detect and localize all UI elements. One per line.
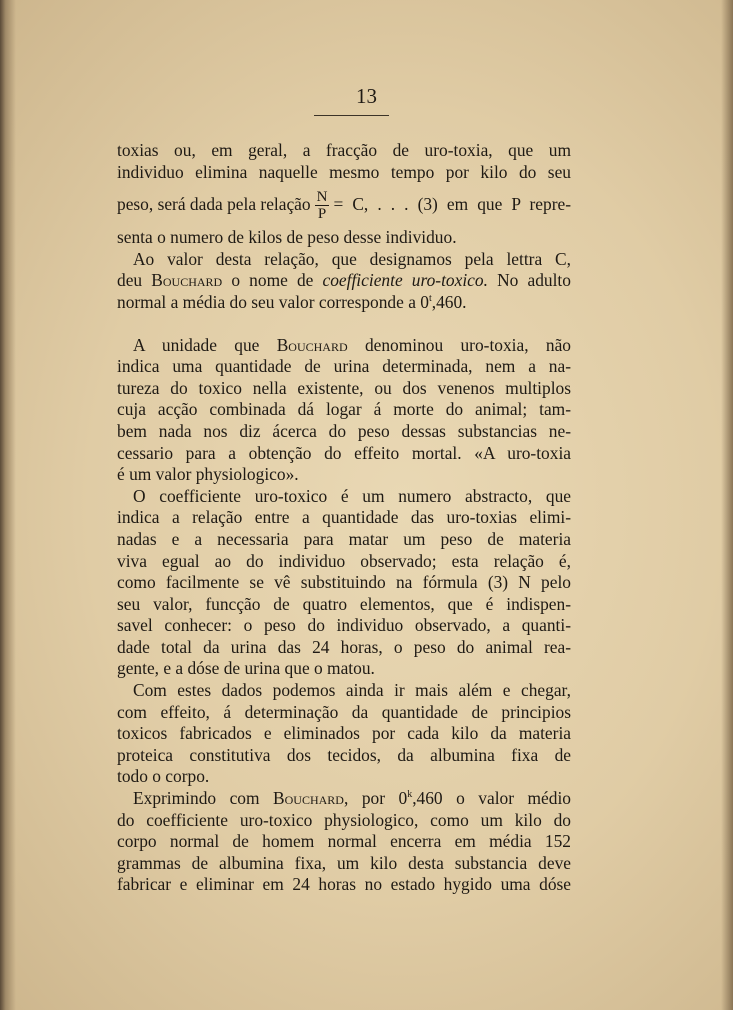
text-line: indica a relação entre a quantidade das uro-toxias elimi- xyxy=(117,507,571,528)
text-line: viva egual ao do individuo observado; esta relação é, xyxy=(117,550,571,571)
text-line: savel conhecer: o peso do individuo observado, a quanti- xyxy=(117,615,571,636)
text-line: do coefficiente uro-toxico physiologico, como um kilo do xyxy=(117,809,571,830)
text-segment: = C, . . . (3) em que P repre- xyxy=(333,194,571,215)
text-line: nadas e a necessaria para matar um peso de materia xyxy=(117,528,571,549)
header-rule xyxy=(314,115,389,116)
text-line: tureza do toxico nella existente, ou dos venenos multiplos xyxy=(117,377,571,398)
text-line: grammas de albumina fixa, um kilo desta substancia deve xyxy=(117,852,571,873)
text-line: senta o numero de kilos de peso desse individuo. xyxy=(117,227,457,248)
text-line: gente, e a dóse de urina que o matou. xyxy=(117,658,375,679)
text-line: Exprimindo com Bouchard, por 0$^k$,460 o valor médio xyxy=(133,788,571,809)
text-line: corpo normal de homem normal encerra em média 152 xyxy=(117,831,571,852)
text-line: como facilmente se vê substituindo na fórmula (3) N pelo xyxy=(117,572,571,593)
body-text xyxy=(117,140,571,896)
text-line: toxicos fabricados e eliminados por cada kilo da materia xyxy=(117,723,571,744)
text-line: proteica constitutiva dos tecidos, da albumina fixa de xyxy=(117,744,571,765)
text-line: Com estes dados podemos ainda ir mais além e chegar, xyxy=(133,680,571,701)
text-line: com effeito, á determinação da quantidade de principios xyxy=(117,701,571,722)
text-line: O coefficiente uro-toxico é um numero abstracto, que xyxy=(133,485,571,506)
text-line: cessario para a obtenção do effeito mortal. «A uro-toxia xyxy=(117,442,571,463)
text-line: seu valor, funcção de quatro elementos, que é indispen- xyxy=(117,593,571,614)
text-line: é um valor physiologico». xyxy=(117,464,299,485)
text-line: toxias ou, em geral, a fracção de uro-toxia, que um xyxy=(117,140,571,160)
page-number: 13 xyxy=(356,84,377,108)
formula-line xyxy=(117,185,571,225)
fraction-numerator: N xyxy=(316,188,328,205)
page-gutter-shadow xyxy=(0,0,16,1010)
paragraph-gap xyxy=(117,314,571,335)
text-segment: peso, será dada pela relação xyxy=(117,194,311,215)
fraction-denominator: P xyxy=(317,205,327,222)
fraction-n-over-p xyxy=(315,189,330,222)
text-line: bem nada nos diz ácerca do peso dessas substancias ne- xyxy=(117,420,571,441)
text-line: indica uma quantidade de urina determinada, nem a na- xyxy=(117,356,571,377)
text-line: deu Bouchard o nome de coefficiente uro-toxico. No adulto xyxy=(117,270,571,291)
page-edge-shadow xyxy=(721,0,733,1010)
text-line: normal a média do seu valor corresponde a 0$^t$,460. xyxy=(117,291,467,312)
text-line: individuo elimina naquelle mesmo tempo por kilo do seu xyxy=(117,161,571,182)
text-line: A unidade que Bouchard denominou uro-toxia, não xyxy=(133,334,571,355)
text-line: dade total da urina das 24 horas, o peso do animal rea- xyxy=(117,636,571,657)
text-line: cuja acção combinada dá logar á morte do animal; tam- xyxy=(117,399,571,420)
text-line: Ao valor desta relação, que designamos pela lettra C, xyxy=(133,248,571,269)
text-line: fabricar e eliminar em 24 horas no estado hygido uma dóse xyxy=(117,874,571,895)
text-line: todo o corpo. xyxy=(117,766,210,787)
